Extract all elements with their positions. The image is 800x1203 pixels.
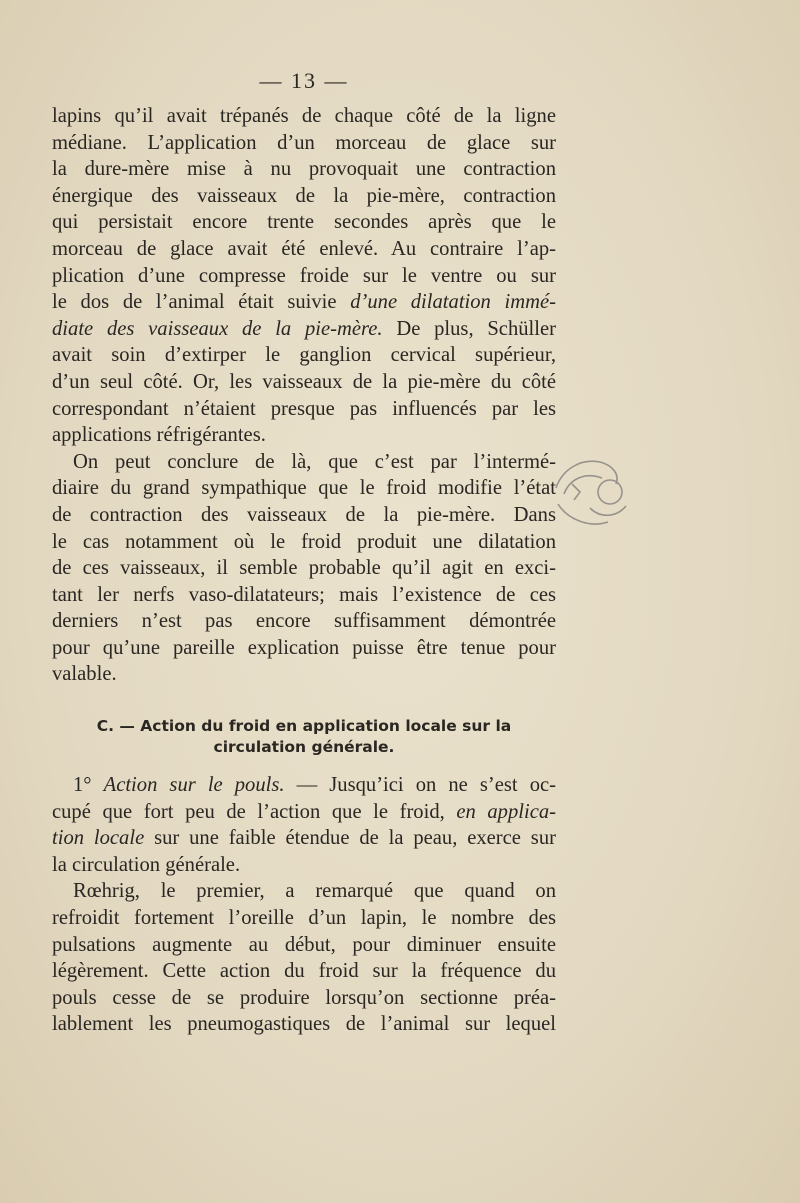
text-line: tant ler nerfs vaso-dilatateurs; mais l’existence de ces (52, 583, 556, 606)
text-line: de contraction des vaisseaux de la pie-mère. Dans (52, 503, 556, 526)
text-line: Rœhrig, le premier, a remarqué que quand on (73, 880, 556, 903)
library-stamp-icon (550, 448, 634, 538)
italic-segment: tion locale (52, 827, 145, 850)
text-line: valable. (52, 663, 117, 686)
text-segment: le dos de l’animal était suivie (52, 291, 351, 314)
text-line: le cas notamment où le froid produit une dilatation (52, 530, 556, 553)
paragraph-1 (52, 103, 556, 449)
text-line: légèrement. Cette action du froid sur la fréquence du (52, 960, 556, 983)
text-segment: — Jusqu’ici on ne s’est oc- (284, 774, 556, 797)
text-line: applications réfrigérantes. (52, 424, 266, 447)
page-number: — 13 — (259, 68, 349, 93)
page-body (52, 68, 556, 1038)
text-segment: sur une faible étendue de la peau, exerce sur (144, 827, 556, 850)
italic-segment: diate des vaisseaux de la pie-mère. (52, 317, 383, 340)
text-line: énergique des vaisseaux de la pie-mère, contraction (52, 184, 556, 207)
paragraph-2 (52, 449, 556, 688)
text-line (52, 316, 556, 343)
text-line: la circulation générale. (52, 853, 241, 876)
text-line: plication d’une compresse froide sur le ventre ou sur (52, 264, 556, 287)
text-line (52, 289, 556, 316)
text-line: lapins qu’il avait trépanés de chaque côté de la ligne (52, 105, 556, 127)
italic-segment: d’une dilatation immé- (350, 291, 556, 314)
text-line: d’un seul côté. Or, les vaisseaux de la pie-mère du côté (52, 370, 556, 393)
text-line: pulsations augmente au début, pour diminuer ensuite (52, 933, 556, 956)
heading-line: C. — Action du froid en application locale sur la (96, 717, 512, 736)
text-line: avait soin d’extirper le ganglion cervical supérieur, (52, 344, 556, 367)
heading-line: circulation générale. (213, 738, 395, 757)
text-line: On peut conclure de là, que c’est par l’intermé- (73, 450, 556, 473)
text-line: refroidit fortement l’oreille d’un lapin, le nombre des (52, 907, 556, 930)
italic-segment: Action sur le pouls. (103, 774, 285, 797)
italic-segment: en applica- (456, 800, 556, 823)
text-line: médiane. L’application d’un morceau de glace sur (52, 131, 556, 154)
text-line: de ces vaisseaux, il semble probable qu’il agit en exci- (52, 557, 556, 580)
paragraph-3 (52, 772, 556, 878)
text-line: pouls cesse de se produire lorsqu’on sectionne préa- (52, 986, 556, 1009)
text-line (52, 772, 556, 799)
text-segment: cupé que fort peu de l’action que le froid, (52, 800, 457, 823)
text-segment: 1° (73, 774, 104, 797)
text-line: pour qu’une pareille explication puisse être tenue pour (52, 636, 556, 659)
text-line: correspondant n’étaient presque pas influencés par les (52, 397, 556, 420)
section-heading (52, 716, 556, 758)
text-line: lablement les pneumogastiques de l’animal sur lequel (52, 1013, 556, 1036)
text-line: la dure-mère mise à nu provoquait une contraction (52, 158, 556, 181)
text-segment: De plus, Schüller (382, 317, 556, 340)
paragraph-4 (52, 878, 556, 1038)
text-line (52, 799, 556, 826)
text-line: morceau de glace avait été enlevé. Au contraire l’ap- (52, 237, 556, 260)
text-line: diaire du grand sympathique que le froid modifie l’état (52, 477, 556, 500)
text-line: qui persistait encore trente secondes après que le (52, 211, 556, 234)
text-line: derniers n’est pas encore suffisamment démontrée (52, 610, 556, 633)
text-line (52, 825, 556, 852)
